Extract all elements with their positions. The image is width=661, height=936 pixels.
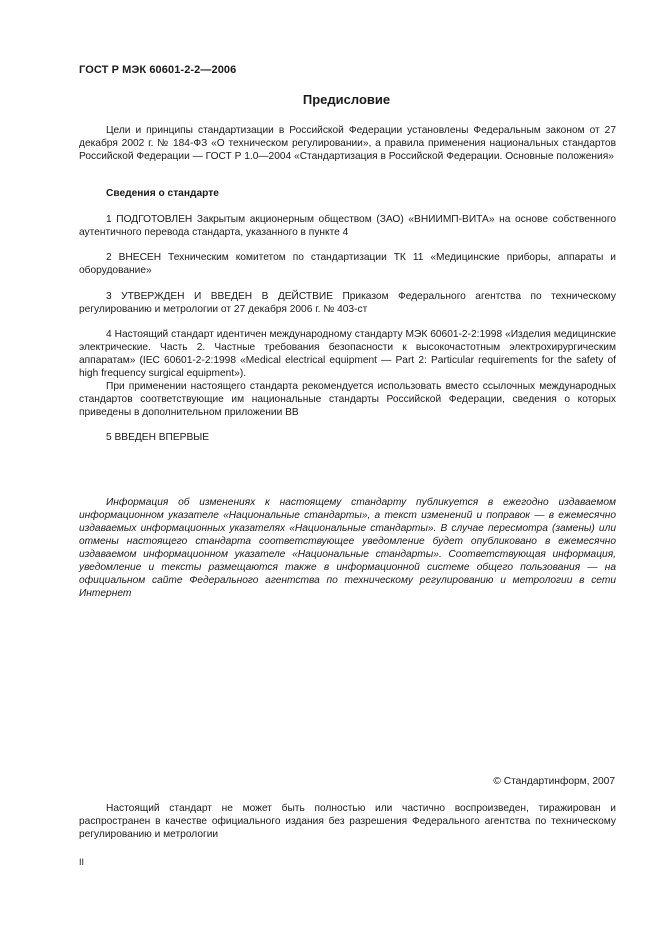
page-title: Предисловие [302, 92, 391, 107]
intro-paragraph: Цели и принципы стандартизации в Российской Федерации установлены Федеральным законом от 27 декабря 2002 г. № 184-ФЗ «О техническом регулировании», а правила применения национальных стандартов Российской Федерации — ГОСТ Р 1.0—2004 «Стандартизация в Российской Федерации. Основные положения» [79, 125, 616, 162]
item-5-paragraph: 5 ВВЕДЕН ВПЕРВЫЕ [106, 432, 210, 443]
document-code: ГОСТ Р МЭК 60601-2-2—2006 [79, 64, 237, 76]
item-4-paragraph: 4 Настоящий стандарт идентичен международному стандарту МЭК 60601-2-2:1998 «Изделия медицинские электрические. Часть 2. Частные требования безопасности к высокочастотным электрохирургическим аппаратам» (IEC 60601-2-2:1998 «Medical electrical equipment — Part 2: Particular requirements for the safety of high frequency surgical equipment»). [79, 329, 616, 379]
item-2-paragraph: 2 ВНЕСЕН Техническим комитетом по стандартизации ТК 11 «Медицинские приборы, аппараты и оборудование» [79, 252, 616, 276]
item-1-paragraph: 1 ПОДГОТОВЛЕН Закрытым акционерным обществом (ЗАО) «ВНИИМП-ВИТА» на основе собственного аутентичного перевода стандарта, указанного в пункте 4 [79, 214, 616, 238]
item-3-paragraph: 3 УТВЕРЖДЕН И ВВЕДЕН В ДЕЙСТВИЕ Приказом Федерального агентства по техническому регулированию и метрологии от 27 декабря 2006 г. № 403-ст [79, 291, 616, 315]
page-number: II [79, 857, 85, 867]
copyright-line: © Стандартинформ, 2007 [493, 776, 615, 787]
item-4-note: При применении настоящего стандарта рекомендуется использовать вместо ссылочных международных стандартов соответствующие им национальные стандарты Российской Федерации, сведения о которых приведены в дополнительном приложении ВВ [79, 381, 616, 418]
info-notice: Информация об изменениях к настоящему стандарту публикуется в ежегодно издаваемом информационном указателе «Национальные стандарты», а текст изменений и поправок — в ежемесячно издаваемых информационных указателях «Национальные стандарты». В случае пересмотра (замены) или отмены настоящего стандарта соответствующее уведомление будет опубликовано в ежемесячно издаваемом информационном указателе «Национальные стандарты». Соответствующая информация, уведомление и тексты размещаются также в информационной системе общего пользования — на официальном сайте Федерального агентства по техническому регулированию и метрологии в сети Интернет [79, 497, 616, 599]
reproduction-notice: Настоящий стандарт не может быть полностью или частично воспроизведен, тиражирован и распространен в качестве официального издания без разрешения Федерального агентства по техническому регулированию и метрологии [79, 803, 616, 840]
section-heading: Сведения о стандарте [106, 188, 219, 199]
